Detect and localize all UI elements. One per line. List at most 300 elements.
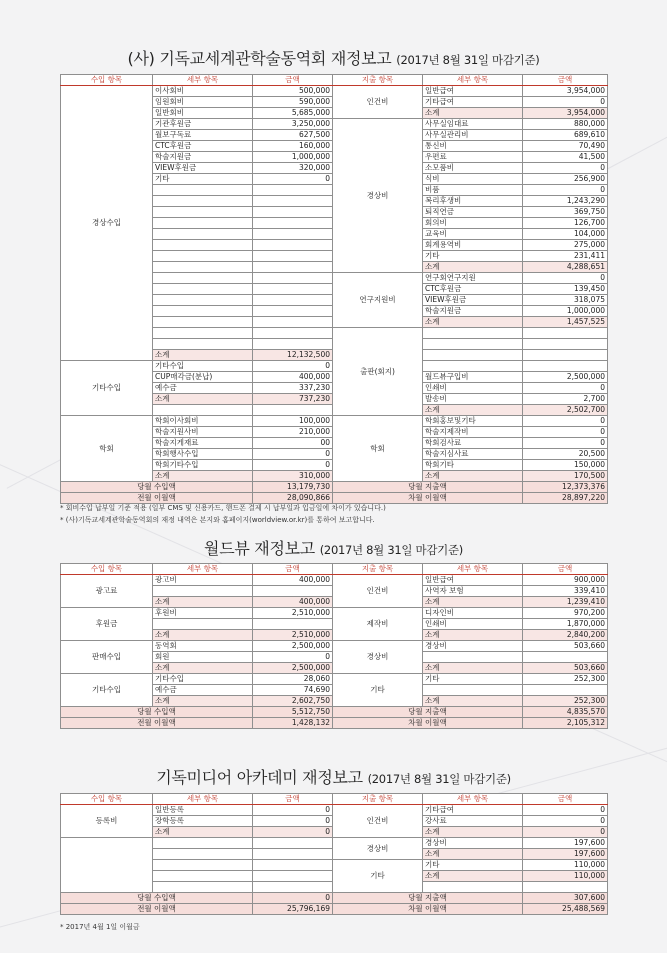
income-item — [153, 240, 253, 251]
total-label: 차월 이월액 — [333, 904, 523, 915]
income-amount — [253, 405, 333, 416]
expense-amount: 150,000 — [523, 460, 608, 471]
table-header-row — [61, 75, 608, 86]
total-label: 당월 지출액 — [333, 893, 523, 904]
expense-category: 출판(회지) — [333, 328, 423, 416]
expense-item: 복리후생비 — [423, 196, 523, 207]
income-item: 소계 — [153, 597, 253, 608]
expense-amount: 104,000 — [523, 229, 608, 240]
income-amount: 0 — [253, 174, 333, 185]
expense-amount: 880,000 — [523, 119, 608, 130]
total-label: 당월 수입액 — [61, 707, 253, 718]
expense-category: 인건비 — [333, 575, 423, 608]
income-item — [153, 207, 253, 218]
income-item — [153, 849, 253, 860]
income-item — [153, 860, 253, 871]
income-amount — [253, 251, 333, 262]
expense-item: 경상비 — [423, 641, 523, 652]
expense-item: VIEW후원금 — [423, 295, 523, 306]
expense-amount: 170,500 — [523, 471, 608, 482]
income-category: 후원금 — [61, 608, 153, 641]
expense-amount: 1,239,410 — [523, 597, 608, 608]
expense-item — [423, 328, 523, 339]
expense-category: 인건비 — [333, 86, 423, 119]
income-item: 소계 — [153, 827, 253, 838]
expense-amount: 339,410 — [523, 586, 608, 597]
income-item — [153, 838, 253, 849]
income-amount — [253, 185, 333, 196]
expense-item: 학회홍보및기타 — [423, 416, 523, 427]
total-label: 당월 수입액 — [61, 482, 253, 493]
income-amount: 500,000 — [253, 86, 333, 97]
income-amount: 0 — [253, 652, 333, 663]
income-item: 기타 — [153, 174, 253, 185]
expense-amount — [523, 882, 608, 893]
income-amount — [253, 860, 333, 871]
expense-amount: 41,500 — [523, 152, 608, 163]
income-item: 예수금 — [153, 383, 253, 394]
expense-amount — [523, 339, 608, 350]
table-row — [61, 86, 608, 97]
income-item: 소계 — [153, 350, 253, 361]
expense-item: 일반급여 — [423, 86, 523, 97]
income-item: 학회이사회비 — [153, 416, 253, 427]
expense-amount: 900,000 — [523, 575, 608, 586]
table-row — [61, 838, 608, 849]
total-amount: 0 — [253, 893, 333, 904]
income-amount — [253, 207, 333, 218]
report3-subtitle: (2017년 8월 31일 마감기준) — [367, 772, 511, 786]
expense-amount — [523, 685, 608, 696]
income-amount: 160,000 — [253, 141, 333, 152]
expense-item: 소계 — [423, 849, 523, 860]
expense-item: 소계 — [423, 696, 523, 707]
income-amount: 310,000 — [253, 471, 333, 482]
income-category: 기타수입 — [61, 674, 153, 707]
expense-item: 기타급여 — [423, 97, 523, 108]
income-amount: 3,250,000 — [253, 119, 333, 130]
total-amount: 1,428,132 — [253, 718, 333, 729]
report3-note: * 2017년 4월 1일 이월금 — [60, 923, 140, 931]
income-item: 일반회비 — [153, 108, 253, 119]
column-header: 수입 항목 — [61, 794, 153, 805]
income-amount — [253, 196, 333, 207]
expense-item: 소계 — [423, 108, 523, 119]
income-amount — [253, 295, 333, 306]
expense-item: 기타 — [423, 860, 523, 871]
income-amount: 0 — [253, 827, 333, 838]
total-amount: 4,835,570 — [523, 707, 608, 718]
income-item: 기타수입 — [153, 361, 253, 372]
column-header: 금액 — [253, 794, 333, 805]
income-item: 학회행사수입 — [153, 449, 253, 460]
income-category — [61, 838, 153, 893]
income-item: 소계 — [153, 696, 253, 707]
income-amount — [253, 240, 333, 251]
report1-subtitle: (2017년 8월 31일 마감기준) — [396, 53, 540, 67]
expense-item: 디자인비 — [423, 608, 523, 619]
table-header-row — [61, 564, 608, 575]
expense-amount: 252,300 — [523, 674, 608, 685]
income-amount — [253, 273, 333, 284]
income-amount: 0 — [253, 816, 333, 827]
total-amount: 2,105,312 — [523, 718, 608, 729]
expense-amount: 70,490 — [523, 141, 608, 152]
expense-amount: 318,075 — [523, 295, 608, 306]
expense-category: 연구지원비 — [333, 273, 423, 328]
income-item: 소계 — [153, 394, 253, 405]
expense-amount: 20,500 — [523, 449, 608, 460]
total-row — [61, 904, 608, 915]
expense-item: 기타 — [423, 251, 523, 262]
expense-item — [423, 339, 523, 350]
income-amount: 590,000 — [253, 97, 333, 108]
report1-note-1: * 회비수입 납부일 기준 적용 (일부 CMS 및 신용카드, 핸드폰 결제 시 납부일과 입금일에 차이가 있습니다.) — [60, 504, 386, 512]
income-amount — [253, 339, 333, 350]
expense-amount: 0 — [523, 273, 608, 284]
income-item: VIEW후원금 — [153, 163, 253, 174]
income-amount — [253, 218, 333, 229]
column-header: 세부 항목 — [423, 794, 523, 805]
column-header: 세부 항목 — [423, 75, 523, 86]
income-item: 동역회 — [153, 641, 253, 652]
total-amount: 25,488,569 — [523, 904, 608, 915]
expense-amount: 256,900 — [523, 174, 608, 185]
income-item: 학술지원금 — [153, 152, 253, 163]
expense-amount: 3,954,000 — [523, 108, 608, 119]
income-amount: 400,000 — [253, 597, 333, 608]
expense-amount: 0 — [523, 97, 608, 108]
total-row — [61, 493, 608, 504]
total-label: 당월 지출액 — [333, 482, 523, 493]
expense-item: 학회기타 — [423, 460, 523, 471]
income-amount: 2,510,000 — [253, 630, 333, 641]
expense-item: 소계 — [423, 827, 523, 838]
income-item: CUP매각금(분납) — [153, 372, 253, 383]
column-header: 수입 항목 — [61, 75, 153, 86]
expense-item: 소계 — [423, 262, 523, 273]
table-row — [61, 608, 608, 619]
table-row — [61, 641, 608, 652]
income-item — [153, 328, 253, 339]
income-amount: 210,000 — [253, 427, 333, 438]
income-amount: 5,685,000 — [253, 108, 333, 119]
income-item — [153, 306, 253, 317]
expense-category: 기타 — [333, 674, 423, 707]
expense-amount: 126,700 — [523, 218, 608, 229]
expense-amount: 4,288,651 — [523, 262, 608, 273]
expense-item: 교육비 — [423, 229, 523, 240]
expense-item: 학술지제작비 — [423, 427, 523, 438]
table-row — [61, 674, 608, 685]
income-item: 광고비 — [153, 575, 253, 586]
expense-amount: 231,411 — [523, 251, 608, 262]
expense-amount: 0 — [523, 427, 608, 438]
expense-amount: 252,300 — [523, 696, 608, 707]
income-category: 판매수입 — [61, 641, 153, 674]
income-amount: 0 — [253, 805, 333, 816]
income-item: CTC후원금 — [153, 141, 253, 152]
column-header: 지출 항목 — [333, 75, 423, 86]
report2-title — [0, 536, 667, 559]
income-category: 등록비 — [61, 805, 153, 838]
column-header: 지출 항목 — [333, 794, 423, 805]
column-header: 세부 항목 — [153, 75, 253, 86]
expense-item: 통신비 — [423, 141, 523, 152]
income-amount: 320,000 — [253, 163, 333, 174]
income-item — [153, 284, 253, 295]
expense-amount: 2,700 — [523, 394, 608, 405]
income-amount: 737,230 — [253, 394, 333, 405]
income-item — [153, 295, 253, 306]
income-item — [153, 251, 253, 262]
income-item: 소계 — [153, 471, 253, 482]
income-item — [153, 339, 253, 350]
total-amount: 5,512,750 — [253, 707, 333, 718]
table-row — [61, 805, 608, 816]
income-amount: 12,132,500 — [253, 350, 333, 361]
total-amount: 13,179,730 — [253, 482, 333, 493]
expense-item: 기타 — [423, 674, 523, 685]
column-header: 금액 — [253, 75, 333, 86]
expense-amount: 139,450 — [523, 284, 608, 295]
income-amount — [253, 586, 333, 597]
expense-amount: 503,660 — [523, 641, 608, 652]
income-amount: 1,000,000 — [253, 152, 333, 163]
column-header: 세부 항목 — [153, 564, 253, 575]
expense-item: 사무실임대료 — [423, 119, 523, 130]
column-header: 지출 항목 — [333, 564, 423, 575]
expense-amount — [523, 350, 608, 361]
expense-amount: 197,600 — [523, 838, 608, 849]
expense-amount: 2,500,000 — [523, 372, 608, 383]
report1-title — [0, 46, 667, 69]
expense-item: 사역자 보험 — [423, 586, 523, 597]
expense-item — [423, 882, 523, 893]
column-header: 세부 항목 — [153, 794, 253, 805]
table-row — [61, 575, 608, 586]
income-amount — [253, 871, 333, 882]
total-label: 전월 이월액 — [61, 718, 253, 729]
expense-category: 기타 — [333, 860, 423, 893]
expense-amount: 0 — [523, 816, 608, 827]
expense-category: 인건비 — [333, 805, 423, 838]
report3-table — [60, 793, 608, 915]
income-amount: 28,060 — [253, 674, 333, 685]
income-item — [153, 586, 253, 597]
income-item — [153, 871, 253, 882]
income-category: 광고료 — [61, 575, 153, 608]
column-header: 금액 — [523, 564, 608, 575]
expense-category: 경상비 — [333, 838, 423, 860]
income-item — [153, 273, 253, 284]
income-amount: 74,690 — [253, 685, 333, 696]
expense-amount: 0 — [523, 805, 608, 816]
income-amount — [253, 229, 333, 240]
income-item — [153, 185, 253, 196]
expense-item: 회계용역비 — [423, 240, 523, 251]
total-amount: 12,373,376 — [523, 482, 608, 493]
income-amount: 400,000 — [253, 575, 333, 586]
income-item — [153, 317, 253, 328]
expense-amount: 197,600 — [523, 849, 608, 860]
expense-item: 비품 — [423, 185, 523, 196]
total-label: 당월 지출액 — [333, 707, 523, 718]
expense-amount — [523, 361, 608, 372]
income-amount: 100,000 — [253, 416, 333, 427]
expense-amount: 110,000 — [523, 871, 608, 882]
column-header: 수입 항목 — [61, 564, 153, 575]
total-row — [61, 893, 608, 904]
report1-title-text: (사) 기독교세계관학술동역회 재정보고 — [127, 49, 392, 68]
total-amount: 28,897,220 — [523, 493, 608, 504]
expense-amount: 1,000,000 — [523, 306, 608, 317]
income-amount: 2,500,000 — [253, 641, 333, 652]
report3-title — [0, 765, 667, 788]
income-amount: 0 — [253, 361, 333, 372]
income-item: 소계 — [153, 663, 253, 674]
income-amount — [253, 619, 333, 630]
expense-amount: 970,200 — [523, 608, 608, 619]
expense-amount: 110,000 — [523, 860, 608, 871]
expense-item — [423, 361, 523, 372]
report3-title-text: 기독미디어 아카데미 재정보고 — [156, 768, 363, 787]
expense-item: 소계 — [423, 871, 523, 882]
total-row — [61, 718, 608, 729]
income-item: 학술지원사비 — [153, 427, 253, 438]
expense-item: 학회검사료 — [423, 438, 523, 449]
expense-amount — [523, 328, 608, 339]
expense-item: 강사료 — [423, 816, 523, 827]
income-item — [153, 619, 253, 630]
income-item: 예수금 — [153, 685, 253, 696]
income-amount: 2,602,750 — [253, 696, 333, 707]
expense-item — [423, 685, 523, 696]
column-header: 금액 — [523, 794, 608, 805]
expense-category: 제작비 — [333, 608, 423, 641]
expense-item: 소계 — [423, 405, 523, 416]
expense-amount: 689,610 — [523, 130, 608, 141]
income-amount: 2,510,000 — [253, 608, 333, 619]
column-header: 금액 — [253, 564, 333, 575]
expense-item — [423, 350, 523, 361]
expense-item: 연구회연구지원 — [423, 273, 523, 284]
expense-item: 월드뷰구입비 — [423, 372, 523, 383]
income-amount: 400,000 — [253, 372, 333, 383]
income-item: 월보구독료 — [153, 130, 253, 141]
expense-amount: 2,840,200 — [523, 630, 608, 641]
total-label: 차월 이월액 — [333, 493, 523, 504]
table-row — [61, 416, 608, 427]
income-amount: 627,500 — [253, 130, 333, 141]
report1-note-2: * (사)기독교세계관학술동역회의 재정 내역은 본지와 홈페이지(worldview.or.kr)를 통하여 보고합니다. — [60, 516, 375, 524]
income-item: 기관후원금 — [153, 119, 253, 130]
expense-category: 학회 — [333, 416, 423, 482]
expense-amount: 0 — [523, 438, 608, 449]
total-row — [61, 707, 608, 718]
expense-item: CTC후원금 — [423, 284, 523, 295]
income-item: 임원회비 — [153, 97, 253, 108]
expense-item: 우편료 — [423, 152, 523, 163]
income-amount — [253, 306, 333, 317]
expense-amount — [523, 652, 608, 663]
income-item: 이사회비 — [153, 86, 253, 97]
expense-amount: 275,000 — [523, 240, 608, 251]
expense-amount: 0 — [523, 416, 608, 427]
income-amount: 0 — [253, 460, 333, 471]
expense-item: 소계 — [423, 317, 523, 328]
expense-amount: 0 — [523, 185, 608, 196]
expense-item: 소계 — [423, 663, 523, 674]
income-item — [153, 405, 253, 416]
income-amount: 337,230 — [253, 383, 333, 394]
expense-item: 소계 — [423, 471, 523, 482]
income-item — [153, 196, 253, 207]
expense-amount: 1,870,000 — [523, 619, 608, 630]
income-item — [153, 218, 253, 229]
expense-item: 기타급여 — [423, 805, 523, 816]
expense-item: 회의비 — [423, 218, 523, 229]
column-header: 금액 — [523, 75, 608, 86]
total-amount: 25,796,169 — [253, 904, 333, 915]
income-amount — [253, 328, 333, 339]
expense-amount: 0 — [523, 163, 608, 174]
expense-category: 경상비 — [333, 119, 423, 273]
total-label: 차월 이월액 — [333, 718, 523, 729]
income-item: 소계 — [153, 630, 253, 641]
expense-amount: 1,243,290 — [523, 196, 608, 207]
expense-item: 사무실관리비 — [423, 130, 523, 141]
income-item: 학술지게재료 — [153, 438, 253, 449]
income-category: 경상수입 — [61, 86, 153, 361]
expense-item: 소계 — [423, 597, 523, 608]
expense-amount: 3,954,000 — [523, 86, 608, 97]
total-row — [61, 482, 608, 493]
expense-category: 경상비 — [333, 641, 423, 674]
expense-item: 학술지심사료 — [423, 449, 523, 460]
expense-item: 인쇄비 — [423, 383, 523, 394]
expense-item: 일반급여 — [423, 575, 523, 586]
income-amount — [253, 317, 333, 328]
expense-item: 학술지원금 — [423, 306, 523, 317]
income-item — [153, 882, 253, 893]
expense-item: 경상비 — [423, 838, 523, 849]
total-amount: 307,600 — [523, 893, 608, 904]
income-amount: 2,500,000 — [253, 663, 333, 674]
expense-amount: 0 — [523, 827, 608, 838]
expense-item: 퇴직연금 — [423, 207, 523, 218]
total-label: 당월 수입액 — [61, 893, 253, 904]
income-amount — [253, 882, 333, 893]
income-item: 기타수입 — [153, 674, 253, 685]
report1-table — [60, 74, 608, 504]
income-item: 일반등록 — [153, 805, 253, 816]
expense-amount: 503,660 — [523, 663, 608, 674]
expense-item: 소계 — [423, 630, 523, 641]
report2-table — [60, 563, 608, 729]
report2-subtitle: (2017년 8월 31일 마감기준) — [319, 543, 463, 557]
expense-item: 소모품비 — [423, 163, 523, 174]
total-label: 전월 이월액 — [61, 493, 253, 504]
expense-amount: 0 — [523, 383, 608, 394]
expense-item: 인쇄비 — [423, 619, 523, 630]
income-category: 기타수입 — [61, 361, 153, 416]
income-amount — [253, 838, 333, 849]
income-category: 학회 — [61, 416, 153, 482]
income-item — [153, 229, 253, 240]
income-item — [153, 262, 253, 273]
income-item: 학회기타수입 — [153, 460, 253, 471]
